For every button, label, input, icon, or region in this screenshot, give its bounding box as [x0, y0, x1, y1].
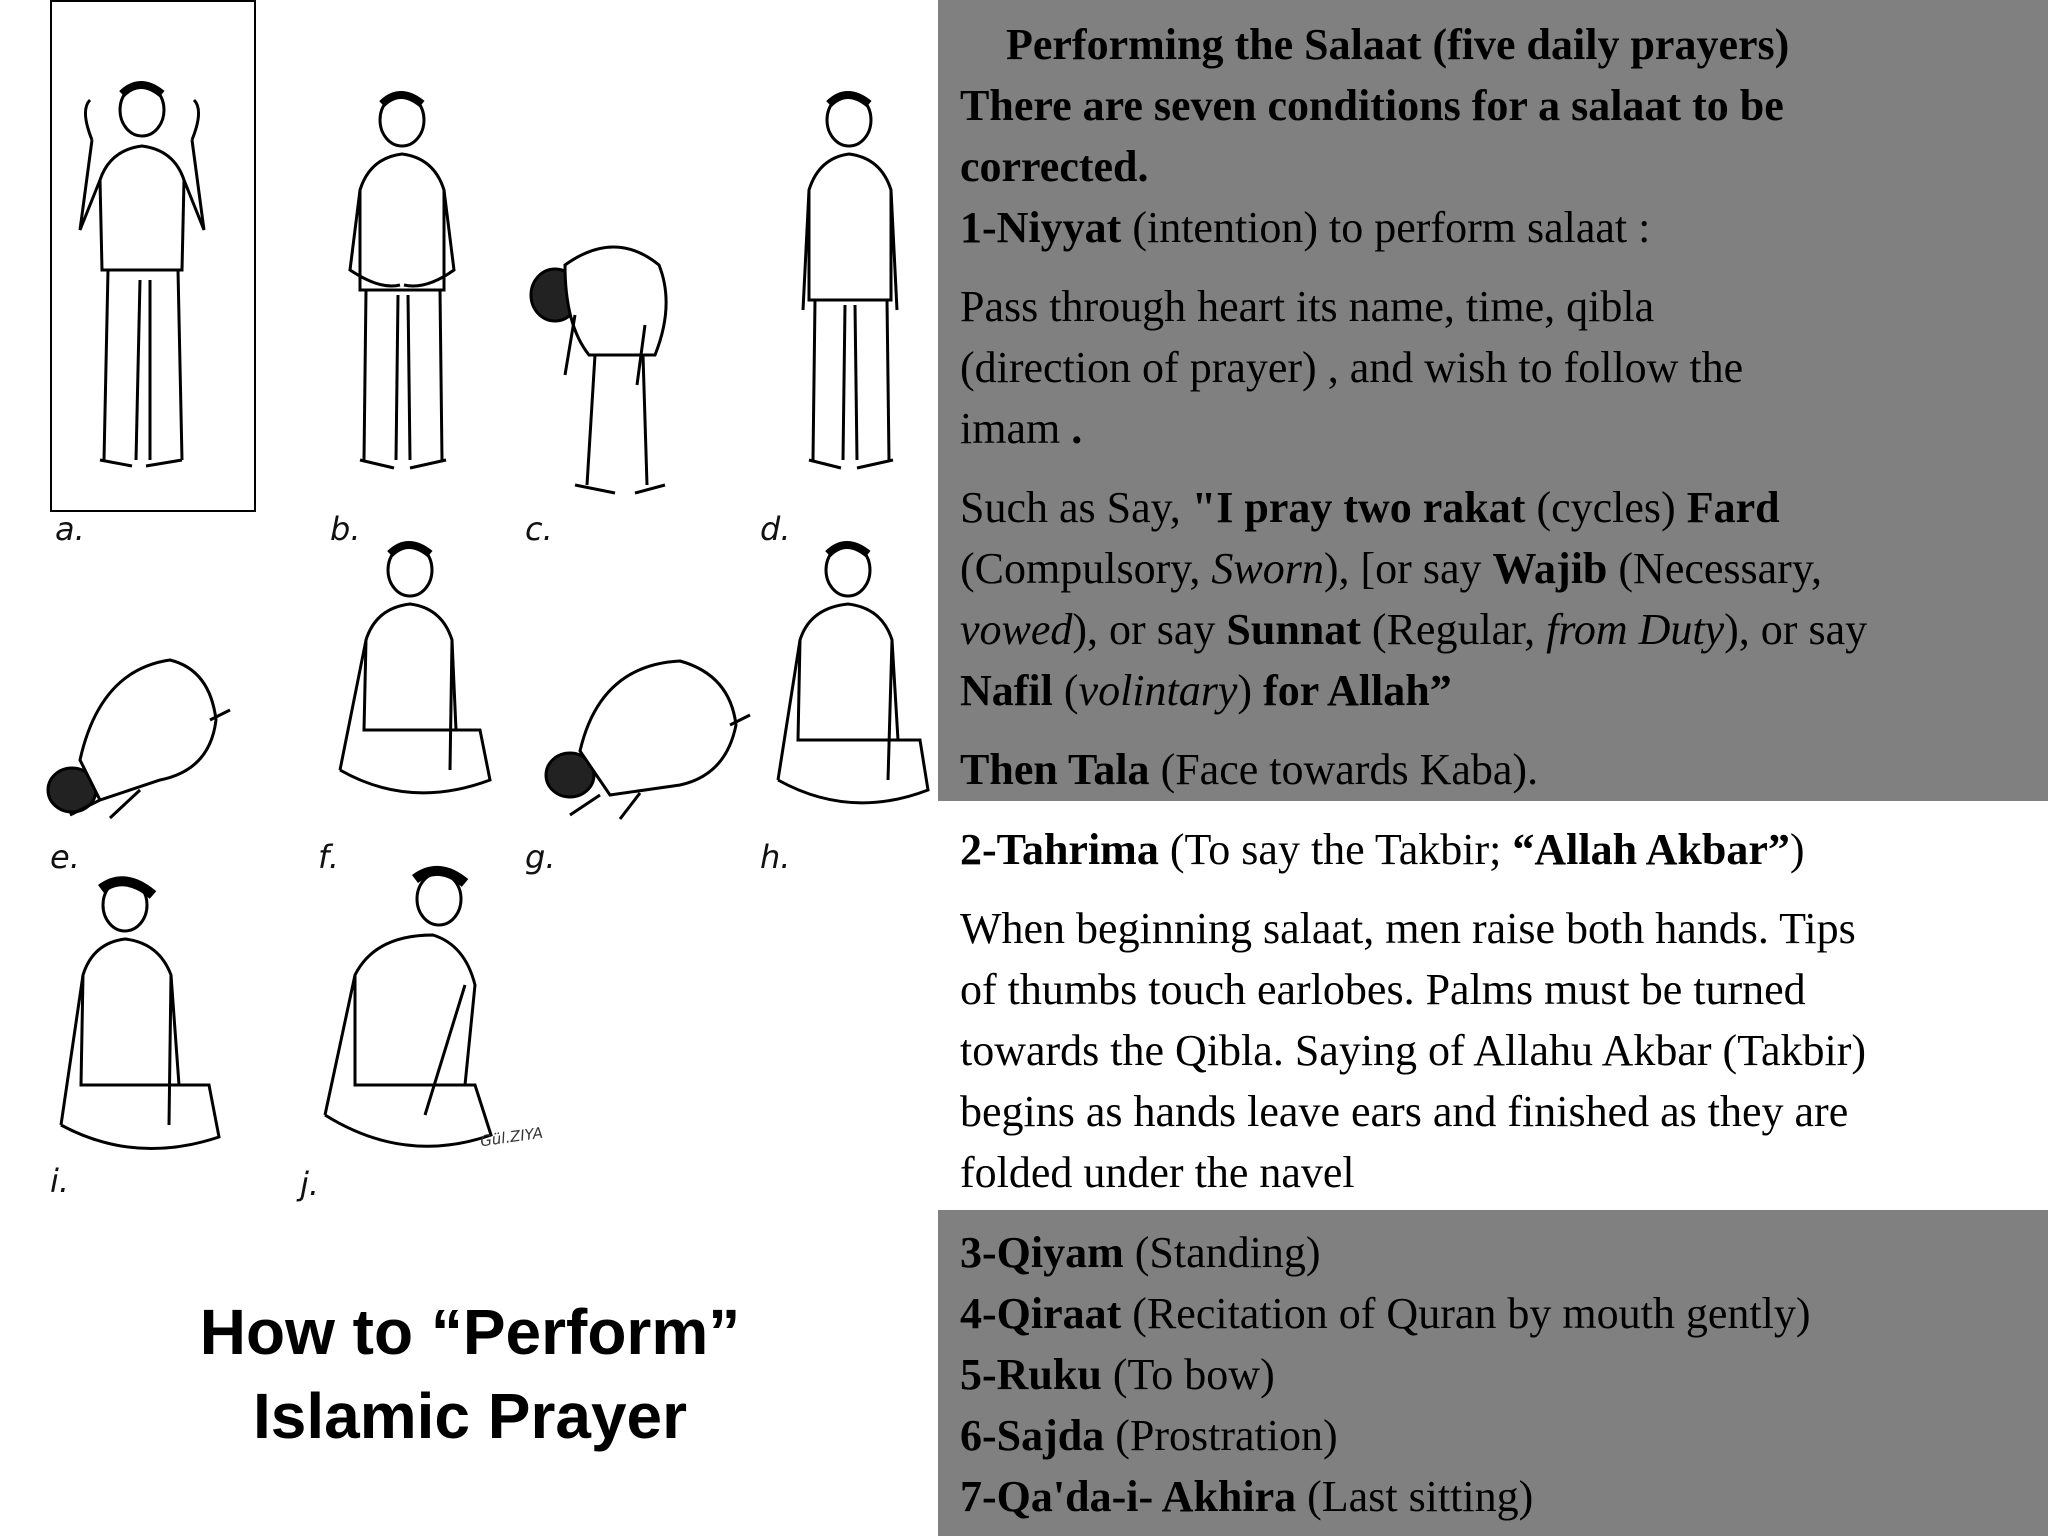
condition-6: 6-Sajda (Prostration)	[960, 1411, 1338, 1460]
tahrima-desc-5: folded under the navel	[960, 1148, 1355, 1197]
tahrima-desc-1: When beginning salaat, men raise both hands. Tips	[960, 904, 1856, 953]
figure-label-e: e.	[50, 838, 80, 876]
niyyat-example-3: vowed), or say Sunnat (Regular, from Duty), or say	[960, 605, 1868, 654]
tahrima-desc-2: of thumbs touch earlobes. Palms must be turned	[960, 965, 1806, 1014]
figure-label-b: b.	[330, 510, 361, 548]
figure-label-j: j.	[300, 1165, 320, 1203]
section-tahrima	[938, 801, 2048, 1210]
caption-line-1: How to “Perform”	[199, 1296, 741, 1368]
niyyat-desc-2: (direction of prayer) , and wish to follow the	[960, 343, 1744, 392]
niyyat-example-2: (Compulsory, Sworn), [or say Wajib (Necessary,	[960, 544, 1822, 593]
condition-3: 3-Qiyam (Standing)	[960, 1228, 1321, 1277]
niyyat-example-1: Such as Say, "I pray two rakat (cycles) Fard	[960, 483, 1780, 532]
niyyat-desc-3: imam .	[960, 404, 1083, 453]
condition-5: 5-Ruku (To bow)	[960, 1350, 1275, 1399]
text-panel	[938, 0, 2048, 1536]
tala-line: Then Tala (Face towards Kaba).	[960, 745, 1539, 794]
artist-signature: Gül.ZIYA	[479, 1123, 544, 1151]
figure-label-i: i.	[50, 1162, 70, 1200]
conditions-intro: There are seven conditions for a salaat to be	[960, 81, 1784, 130]
figure-label-a: a.	[55, 510, 85, 548]
caption-line-2: Islamic Prayer	[252, 1380, 688, 1452]
figure-label-f: f.	[318, 838, 339, 876]
condition-4: 4-Qiraat (Recitation of Quran by mouth gently)	[960, 1289, 1811, 1338]
condition-1: 1-Niyyat (intention) to perform salaat :	[960, 203, 1651, 252]
niyyat-example-4: Nafil (volintary) for Allah”	[960, 666, 1452, 715]
section-title: Performing the Salaat (five daily prayers)	[1006, 20, 1790, 69]
section-niyyat	[938, 0, 2048, 801]
figure-label-d: d.	[760, 510, 791, 548]
niyyat-desc-1: Pass through heart its name, time, qibla	[960, 282, 1655, 331]
figure-label-g: g.	[525, 838, 556, 876]
section-remaining-conditions	[938, 1210, 2048, 1536]
tahrima-desc-4: begins as hands leave ears and finished as they are	[960, 1087, 1849, 1136]
condition-7: 7-Qa'da-i- Akhira (Last sitting)	[960, 1472, 1534, 1521]
figure-label-h: h.	[760, 838, 791, 876]
condition-2: 2-Tahrima (To say the Takbir; “Allah Akbar”)	[960, 825, 1805, 874]
conditions-intro-2: corrected.	[960, 142, 1149, 191]
page-caption	[90, 1290, 850, 1458]
illustration-panel	[0, 0, 938, 1536]
figure-label-c: c.	[525, 510, 553, 548]
tahrima-desc-3: towards the Qibla. Saying of Allahu Akbar (Takbir)	[960, 1026, 1867, 1075]
